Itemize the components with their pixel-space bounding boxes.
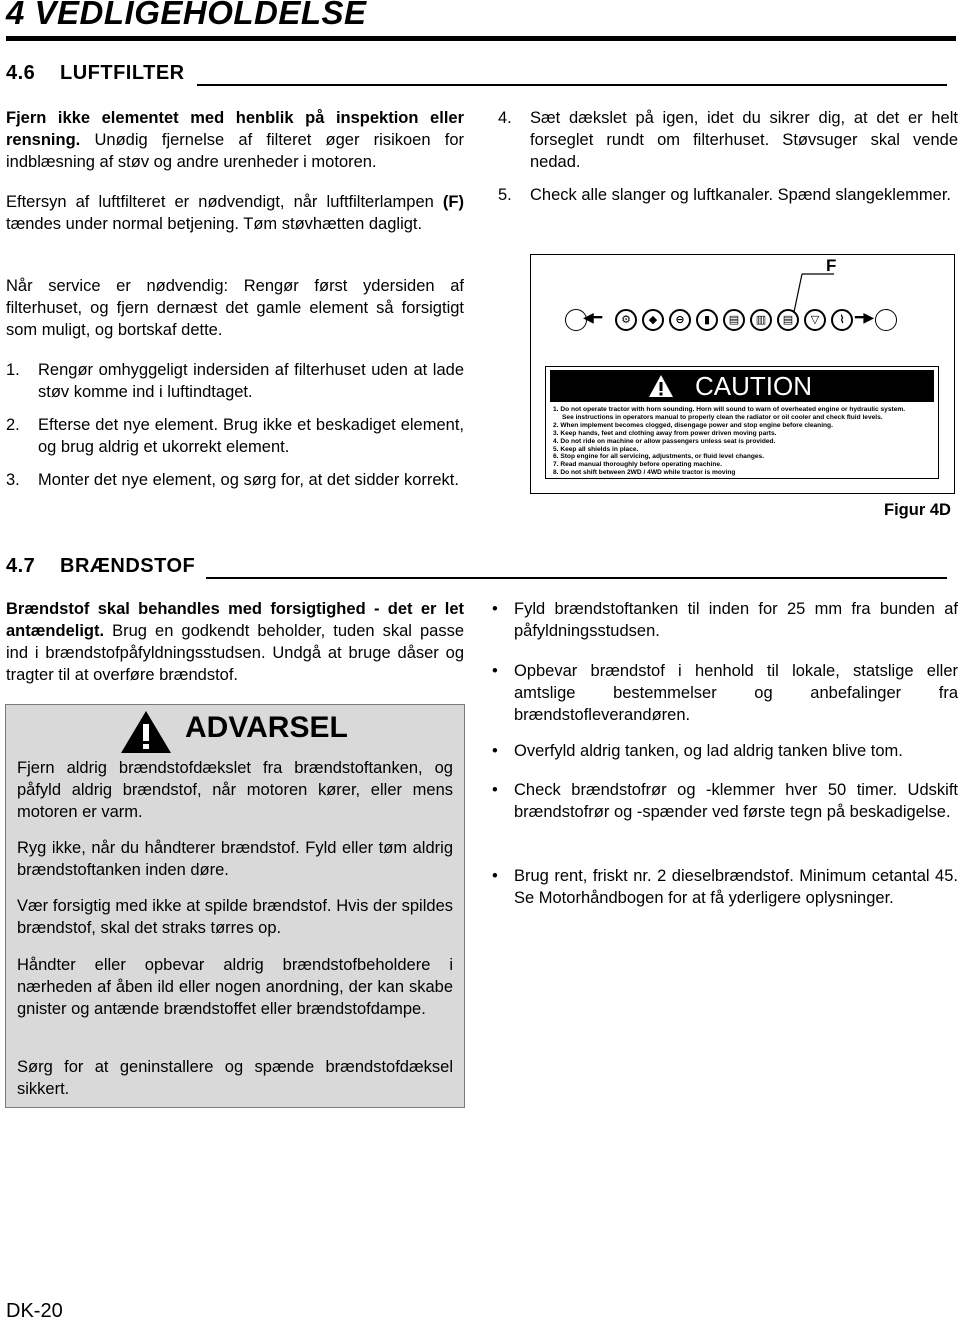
bullet-text: Brug rent, friskt nr. 2 dieselbrændstof. Minimum cetantal 45. Se Motorhåndbogen for at få yderligere oplysninger. bbox=[514, 867, 958, 907]
section-heading-braendstof bbox=[6, 555, 195, 578]
section-rule bbox=[197, 84, 947, 86]
chapter-rule bbox=[6, 36, 956, 41]
warning-paragraph: Håndter eller opbevar aldrig brændstofbeholdere i nærheden af åben ild eller nogen anordning, der kan skabe gnister og antænde brændstoffet eller brændstofdampe. bbox=[17, 956, 453, 1018]
hydraulic-icon: ▥ bbox=[750, 309, 772, 331]
list-item bbox=[492, 779, 958, 845]
caution-item: 1. Do not operate tractor with horn sounding. Horn will sound to warn of overheated engine or hydraulic system. bbox=[553, 406, 906, 413]
warning-paragraph: Ryg ikke, når du håndterer brændstof. Fyld eller tøm aldrig brændstoftanken inden døre. bbox=[17, 839, 453, 879]
indicator-light-icon bbox=[875, 309, 897, 331]
item-number: 1. bbox=[6, 361, 20, 379]
caution-item: 6. Stop engine for all servicing, adjustments, or fluid level changes. bbox=[553, 453, 765, 461]
list-item bbox=[492, 740, 958, 762]
list-item bbox=[492, 660, 958, 726]
list-item bbox=[6, 359, 464, 403]
bullet-icon: • bbox=[492, 600, 498, 618]
list-item bbox=[6, 469, 464, 513]
left-turn-arrow-icon: ◀━ bbox=[583, 309, 603, 325]
section-rule bbox=[206, 577, 947, 579]
brake-icon: ▤ bbox=[777, 309, 799, 331]
caution-item: 8. Do not shift between 2WD / 4WD while tractor is moving bbox=[553, 469, 736, 477]
caution-title: CAUTION bbox=[695, 371, 812, 401]
callout-label: F bbox=[826, 256, 837, 275]
right-turn-arrow-icon: ━▶ bbox=[855, 309, 875, 325]
battery-icon: ▤ bbox=[723, 309, 745, 331]
list-item bbox=[498, 107, 958, 173]
coolant-icon: ◆ bbox=[642, 309, 664, 331]
page-number: DK-20 bbox=[6, 1300, 63, 1322]
paragraph-text: Eftersyn af luftfilteret er nødvendigt, når luftfilterlampen bbox=[6, 193, 443, 211]
caution-item: 3. Keep hands, feet and clothing away from power driven moving parts. bbox=[553, 429, 777, 437]
bullet-text: Opbevar brændstof i henhold til lokale, statslige eller amtslige bestemmelser og anbefalinger fra brændstofleverandøren. bbox=[514, 662, 958, 724]
caution-item: 5. Keep all shields in place. bbox=[553, 445, 639, 453]
caution-header bbox=[550, 370, 934, 402]
paragraph-text: tændes under normal betjening. Tøm støvhætten dagligt. bbox=[6, 215, 423, 233]
warning-triangle-icon bbox=[120, 710, 172, 754]
paragraph-text: Unødig fjernelse af filteret øger risikoen for indblæsning af støv og andre urenheder i motoren. bbox=[6, 131, 464, 171]
temperature-icon: ▮ bbox=[696, 309, 718, 331]
item-text: Monter det nye element, og sørg for, at det sidder korrekt. bbox=[38, 471, 459, 489]
section-number: 4.6 bbox=[6, 62, 36, 84]
bullet-text: Overfyld aldrig tanken, og lad aldrig tanken blive tom. bbox=[514, 742, 903, 760]
list-item bbox=[492, 598, 958, 642]
fuel-icon: ⊖ bbox=[669, 309, 691, 331]
figure-caption: Figur 4D bbox=[884, 501, 951, 519]
item-text: Efterse det nye element. Brug ikke et beskadiget element, og brug aldrig et ukorrekt element. bbox=[38, 416, 464, 456]
warning-paragraph: Fjern aldrig brændstofdækslet fra brændstoftanken, og påfyld aldrig brændstof, når motoren kører, eller mens motoren er varm. bbox=[17, 759, 453, 821]
caution-item: 7. Read manual thoroughly before operating machine. bbox=[553, 461, 722, 469]
bold-lead: Fjern ikke elementet med henblik på inspektion eller rensning. bbox=[6, 109, 464, 149]
bold-lead: Brændstof skal behandles med forsigtighed - det er let antændeligt. bbox=[6, 600, 464, 640]
item-number: 4. bbox=[498, 109, 512, 127]
item-text: Check alle slanger og luftkanaler. Spænd slangeklemmer. bbox=[530, 186, 951, 204]
bullet-icon: • bbox=[492, 662, 498, 680]
bullet-icon: • bbox=[492, 781, 498, 799]
caution-item: See instructions in operators manual to properly clean the radiator or oil cooler and check fluid levels. bbox=[562, 413, 883, 421]
bullet-icon: • bbox=[492, 867, 498, 885]
luftfilter-paragraph-1 bbox=[6, 107, 464, 173]
warning-triangle-icon bbox=[648, 374, 674, 398]
item-text: Rengør omhyggeligt indersiden af filterhuset uden at lade støv komme ind i luftindtaget. bbox=[38, 361, 464, 401]
caution-item: 2. When implement becomes clogged, disengage power and stop engine before cleaning. bbox=[553, 421, 833, 429]
bullet-text: Check brændstofrør og -klemmer hver 50 timer. Udskift brændstofrør og -spænder ved første tegn på beskadigelse. bbox=[514, 781, 958, 821]
luftfilter-paragraph-2 bbox=[6, 191, 464, 235]
warning-paragraph: Sørg for at geninstallere og spænde brændstofdæksel sikkert. bbox=[17, 1058, 453, 1098]
list-item bbox=[498, 184, 958, 228]
section-number: 4.7 bbox=[6, 555, 36, 577]
item-number: 2. bbox=[6, 416, 20, 434]
caution-list bbox=[553, 406, 905, 477]
item-number: 3. bbox=[6, 471, 20, 489]
list-item bbox=[492, 865, 958, 931]
engine-oil-icon: ⚙ bbox=[615, 309, 637, 331]
glow-plug-icon: ⌇ bbox=[831, 309, 853, 331]
bullet-icon: • bbox=[492, 742, 498, 760]
chapter-title: 4 VEDLIGEHOLDELSE bbox=[6, 0, 367, 31]
warning-lamp-row bbox=[565, 305, 885, 335]
lamp-reference: (F) bbox=[442, 193, 464, 211]
bullet-text: Fyld brændstoftanken til inden for 25 mm fra bunden af påfyldningsstudsen. bbox=[514, 600, 958, 640]
section-title: LUFTFILTER bbox=[60, 62, 185, 84]
luftfilter-paragraph-3: Når service er nødvendig: Rengør først ydersiden af filterhuset, og fjern dernæst det gamle element så forsigtigt som muligt, og bortskaf dette. bbox=[6, 277, 464, 339]
item-number: 5. bbox=[498, 186, 512, 204]
caution-item: 4. Do not ride on machine or allow passengers unless seat is provided. bbox=[553, 437, 776, 445]
warning-paragraph: Vær forsigtig med ikke at spilde brændstof. Hvis der spildes brændstof, skal det straks tørres op. bbox=[17, 897, 453, 937]
fuel-intro-paragraph bbox=[6, 598, 464, 686]
item-text: Sæt dækslet på igen, idet du sikrer dig, at det er helt forseglet rundt om filterhuset. Støvsuger skal vende nedad. bbox=[530, 109, 958, 171]
section-heading-luftfilter bbox=[6, 62, 185, 85]
air-filter-icon: ▽ bbox=[804, 309, 826, 331]
warning-title: ADVARSEL bbox=[185, 711, 348, 744]
paragraph-text: Brug en godkendt beholder, tuden skal passe ind i brændstofpåfyldningsstudsen. Undgå at bruge dåser og tragter til at overføre brændstof. bbox=[6, 622, 464, 684]
section-title: BRÆNDSTOF bbox=[60, 555, 196, 577]
list-item bbox=[6, 414, 464, 458]
